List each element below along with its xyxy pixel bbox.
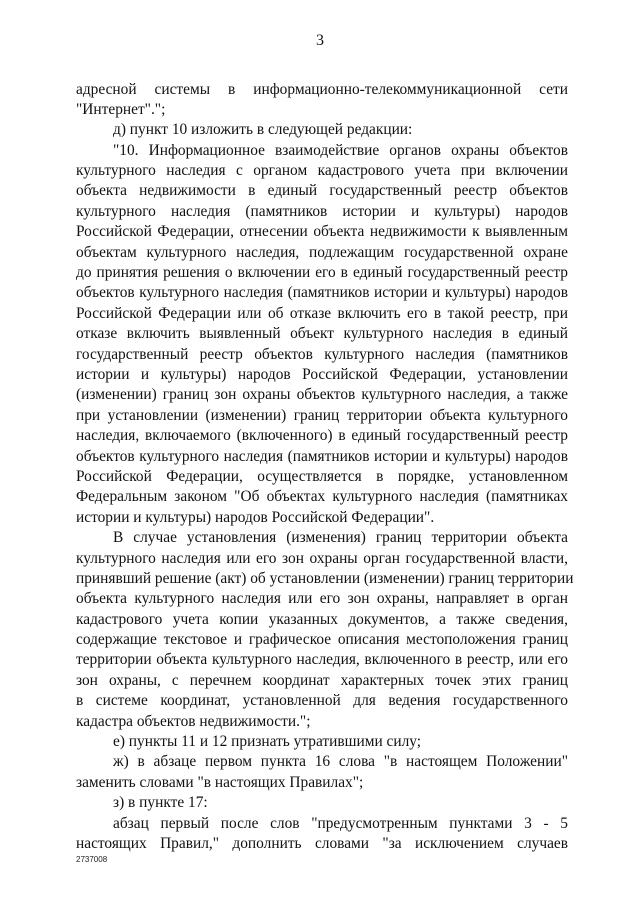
text-line: ж) в абзаце первом пункта 16 слова "в настоящем Положении"	[113, 753, 568, 770]
text-line: настоящих Правил," дополнить словами "за исключением случаев	[76, 835, 568, 852]
text-line: Российской Федерации или об отказе включить его в такой реестр, при	[76, 305, 568, 322]
text-line: д) пункт 10 изложить в следующей редакции:	[113, 121, 413, 138]
text-line: заменить словами "в настоящих Правилах";	[76, 774, 364, 791]
text-line: истории и культуры) народов Российской Федерации".	[76, 509, 435, 526]
text-line: Российской Федерации, осуществляется в порядке, установленном	[76, 468, 568, 485]
text-line: при установлении (изменении) границ территории объекта культурного	[76, 407, 568, 424]
text-line: кадастрового учета копии указанных документов, а также сведения,	[76, 611, 568, 628]
text-line: принявший решение (акт) об установлении (изменении) границ территории	[76, 570, 574, 587]
text-line: истории и культуры) народов Российской Федерации, установлении	[76, 366, 568, 383]
text-line: "10. Информационное взаимодействие органов охраны объектов	[113, 142, 568, 159]
text-line: объекта недвижимости в единый государственный реестр объектов	[76, 182, 568, 199]
text-line: объектов культурного наследия (памятников истории и культуры) народов	[76, 448, 568, 465]
text-line: объектов культурного наследия (памятников истории и культуры) народов	[76, 284, 568, 301]
text-line: до принятия решения о включении его в единый государственный реестр	[76, 264, 568, 281]
text-line: абзац первый после слов "предусмотренным пунктами 3 - 5	[113, 815, 568, 832]
text-line: зон охраны, с перечнем координат характерных точек этих границ	[76, 672, 568, 689]
text-line: объекта культурного наследия или его зон охраны, направляет в орган	[76, 590, 568, 607]
page-number: 3	[316, 32, 324, 49]
text-line: Федеральным законом "Об объектах культурного наследия (памятниках	[76, 488, 568, 505]
text-line: культурного наследия (памятников истории и культуры) народов	[76, 203, 568, 220]
text-line: з) в пункте 17:	[113, 794, 208, 811]
text-line: отказе включить выявленный объект культурного наследия в единый	[76, 325, 568, 342]
text-line: кадастра объектов недвижимости.";	[76, 713, 311, 730]
text-line: объектам культурного наследия, подлежащим государственной охране	[76, 244, 568, 261]
text-line: в системе координат, установленной для ведения государственного	[76, 692, 568, 709]
text-line: "Интернет".";	[76, 101, 166, 118]
text-line: е) пункты 11 и 12 признать утратившими силу;	[113, 733, 422, 750]
text-line: содержащие текстовое и графическое описания местоположения границ	[76, 631, 568, 648]
text-line: государственный реестр объектов культурного наследия (памятников	[76, 346, 568, 363]
text-line: адресной системы в информационно-телекоммуникационной сети	[76, 81, 568, 98]
text-line: Российской Федерации, отнесении объекта недвижимости к выявленным	[76, 223, 568, 240]
text-line: культурного наследия или его зон охраны орган государственной власти,	[76, 550, 568, 567]
document-code: 2737008	[76, 855, 108, 864]
text-line: культурного наследия с органом кадастрового учета при включении	[76, 162, 568, 179]
text-line: наследия, включаемого (включенного) в единый государственный реестр	[76, 427, 568, 444]
text-line: В случае установления (изменения) границ территории объекта	[113, 529, 568, 546]
text-line: (изменении) границ зон охраны объектов культурного наследия, а также	[76, 386, 568, 403]
text-line: территории объекта культурного наследия, включенного в реестр, или его	[76, 651, 568, 668]
